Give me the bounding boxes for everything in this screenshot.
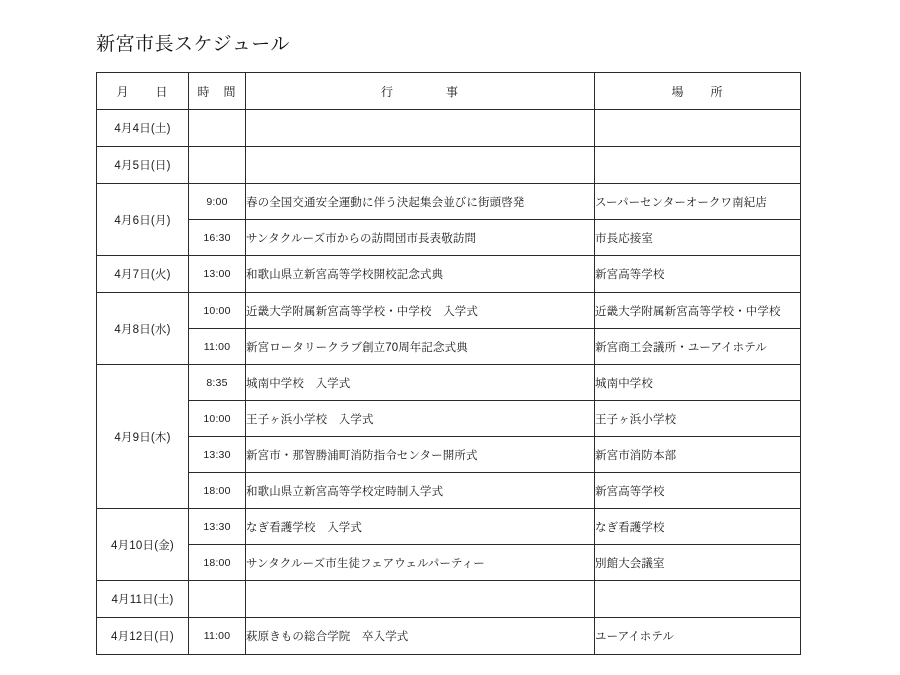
- cell-place: なぎ看護学校: [595, 509, 801, 545]
- cell-time: 8:35: [189, 365, 246, 401]
- cell-place: 市長応接室: [595, 220, 801, 256]
- table-row: [97, 545, 801, 581]
- cell-event: [246, 110, 595, 147]
- table-row: [97, 293, 801, 329]
- cell-event: 新宮市・那智勝浦町消防指令センター開所式: [246, 437, 595, 473]
- table-row: [97, 184, 801, 220]
- table-row: [97, 581, 801, 618]
- cell-date: 4月7日(火): [97, 256, 189, 293]
- schedule-table-container: [96, 72, 800, 655]
- schedule-table: [96, 72, 801, 655]
- cell-time: 10:00: [189, 293, 246, 329]
- cell-place: 新宮市消防本部: [595, 437, 801, 473]
- cell-time: 13:30: [189, 509, 246, 545]
- cell-place: 近畿大学附属新宮高等学校・中学校: [595, 293, 801, 329]
- cell-event: 和歌山県立新宮高等学校開校記念式典: [246, 256, 595, 293]
- cell-place: 別館大会議室: [595, 545, 801, 581]
- cell-event: 近畿大学附属新宮高等学校・中学校 入学式: [246, 293, 595, 329]
- cell-time: [189, 110, 246, 147]
- table-row: [97, 147, 801, 184]
- cell-time: 13:30: [189, 437, 246, 473]
- cell-time: 10:00: [189, 401, 246, 437]
- cell-place: [595, 581, 801, 618]
- cell-date: 4月12日(日): [97, 618, 189, 655]
- cell-place: スーパーセンターオークワ南紀店: [595, 184, 801, 220]
- cell-time: [189, 581, 246, 618]
- table-row: [97, 401, 801, 437]
- cell-place: 新宮高等学校: [595, 256, 801, 293]
- cell-date: 4月11日(土): [97, 581, 189, 618]
- cell-time: 18:00: [189, 545, 246, 581]
- cell-time: 13:00: [189, 256, 246, 293]
- cell-date: 4月9日(木): [97, 365, 189, 509]
- table-row: [97, 437, 801, 473]
- cell-event: 春の全国交通安全運動に伴う決起集会並びに街頭啓発: [246, 184, 595, 220]
- column-header-place: 場 所: [595, 73, 801, 110]
- cell-place: [595, 147, 801, 184]
- cell-place: 城南中学校: [595, 365, 801, 401]
- table-row: [97, 220, 801, 256]
- cell-event: 城南中学校 入学式: [246, 365, 595, 401]
- table-row: [97, 329, 801, 365]
- table-row: [97, 256, 801, 293]
- cell-event: サンタクルーズ市からの訪問団市長表敬訪問: [246, 220, 595, 256]
- cell-date: 4月6日(月): [97, 184, 189, 256]
- cell-time: 11:00: [189, 329, 246, 365]
- column-header-time: 時 間: [189, 73, 246, 110]
- table-row: [97, 365, 801, 401]
- cell-date: 4月10日(金): [97, 509, 189, 581]
- cell-time: 16:30: [189, 220, 246, 256]
- table-row: [97, 473, 801, 509]
- table-header: [97, 73, 801, 110]
- table-row: [97, 509, 801, 545]
- cell-place: [595, 110, 801, 147]
- cell-date: 4月8日(水): [97, 293, 189, 365]
- table-row: [97, 110, 801, 147]
- page-title: 新宮市長スケジュール: [96, 34, 290, 55]
- table-body: [97, 110, 801, 655]
- cell-date: 4月4日(土): [97, 110, 189, 147]
- cell-event: 和歌山県立新宮高等学校定時制入学式: [246, 473, 595, 509]
- cell-time: 11:00: [189, 618, 246, 655]
- cell-event: サンタクルーズ市生徒フェアウェルパーティー: [246, 545, 595, 581]
- cell-event: [246, 581, 595, 618]
- column-header-date: 月 日: [97, 73, 189, 110]
- cell-event: 新宮ロータリークラブ創立70周年記念式典: [246, 329, 595, 365]
- cell-event: 王子ヶ浜小学校 入学式: [246, 401, 595, 437]
- cell-place: 王子ヶ浜小学校: [595, 401, 801, 437]
- cell-time: [189, 147, 246, 184]
- cell-event: 萩原きもの総合学院 卒入学式: [246, 618, 595, 655]
- column-header-event: 行 事: [246, 73, 595, 110]
- cell-place: 新宮高等学校: [595, 473, 801, 509]
- cell-date: 4月5日(日): [97, 147, 189, 184]
- cell-event: なぎ看護学校 入学式: [246, 509, 595, 545]
- cell-place: ユーアイホテル: [595, 618, 801, 655]
- table-row: [97, 618, 801, 655]
- cell-event: [246, 147, 595, 184]
- cell-time: 18:00: [189, 473, 246, 509]
- cell-place: 新宮商工会議所・ユーアイホテル: [595, 329, 801, 365]
- cell-time: 9:00: [189, 184, 246, 220]
- header-row: [97, 73, 801, 110]
